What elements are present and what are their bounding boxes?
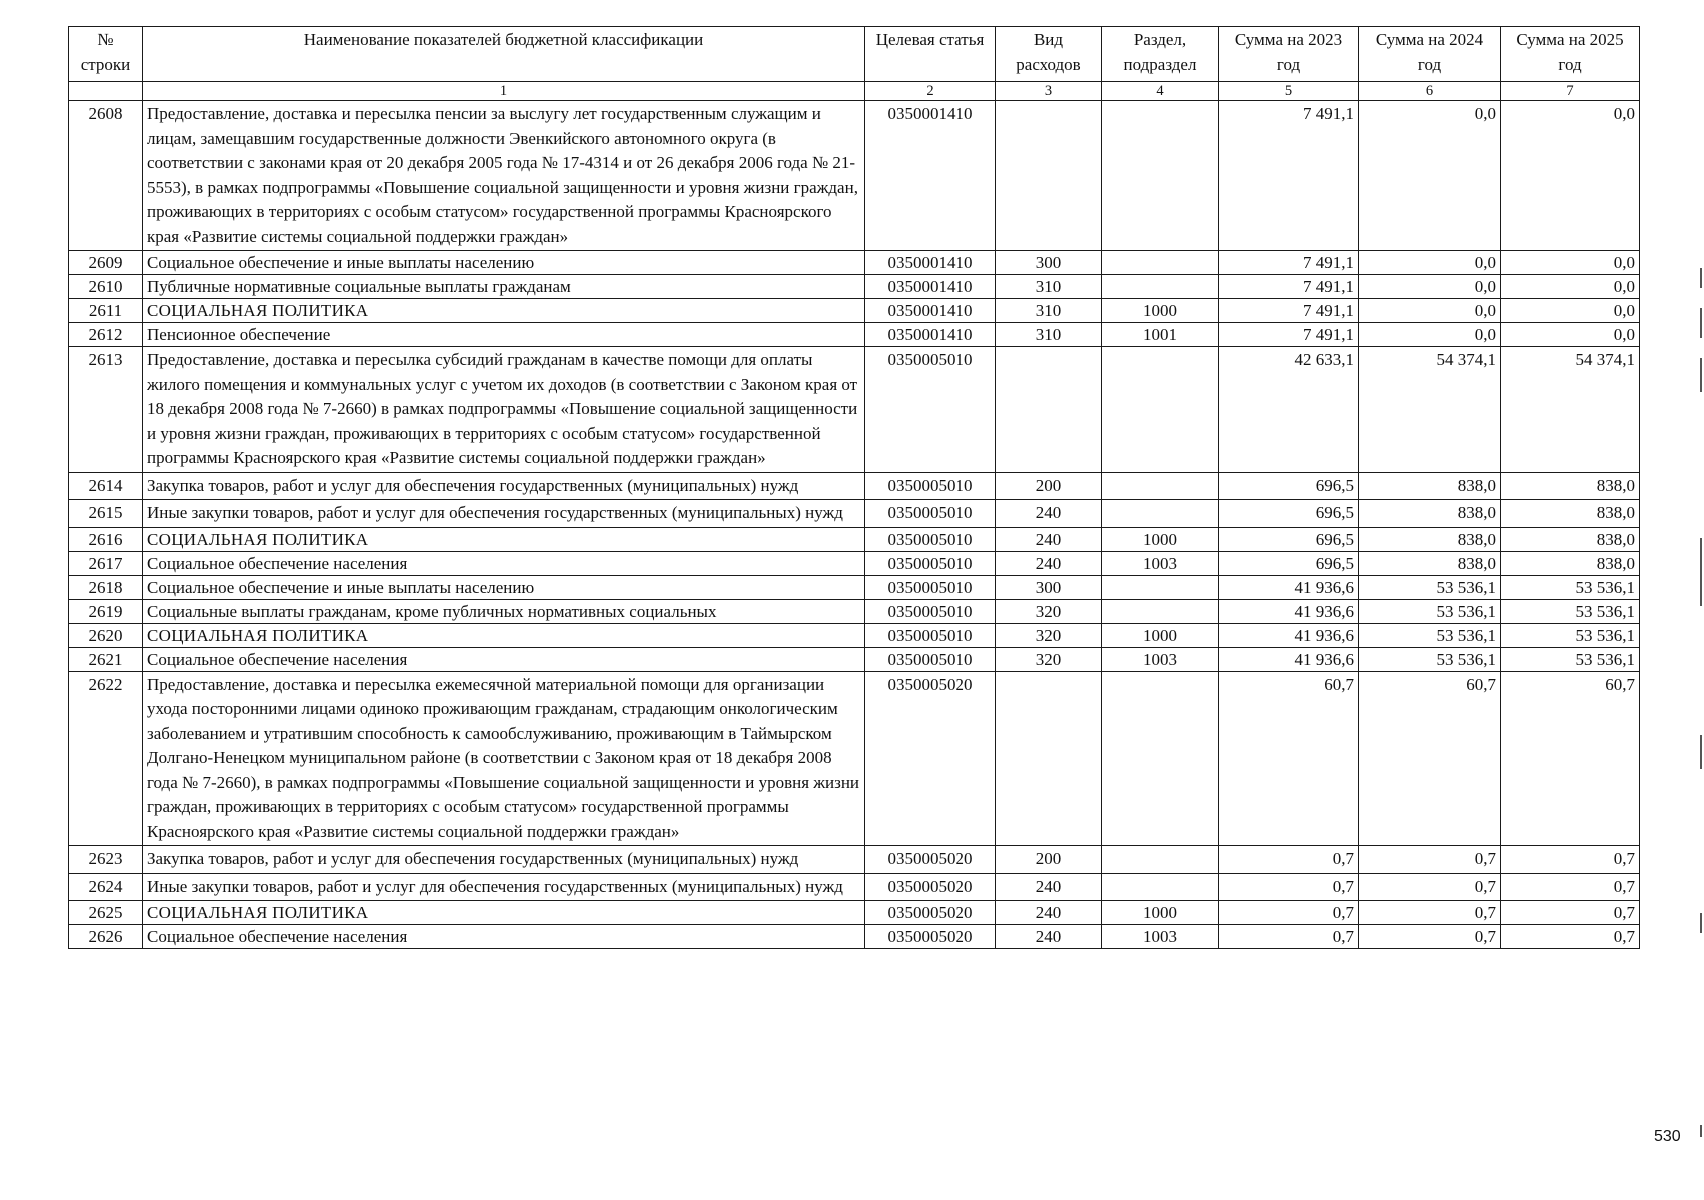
sum-2024: 0,0 [1359,251,1501,275]
sum-2025: 0,7 [1501,846,1640,874]
target-article: 0350005020 [865,873,996,901]
section [1102,251,1219,275]
row-number: 2614 [69,472,143,500]
table-row [69,671,1640,846]
target-article: 0350005020 [865,925,996,949]
row-number: 2618 [69,575,143,599]
target-article: 0350001410 [865,101,996,251]
indicator-name: СОЦИАЛЬНАЯ ПОЛИТИКА [143,623,865,647]
sum-2023: 0,7 [1219,925,1359,949]
col-header-sum-2024: Сумма на 2024 год [1359,27,1501,82]
col-header-sum-2023: Сумма на 2023 год [1219,27,1359,82]
sum-2025: 53 536,1 [1501,599,1640,623]
sum-2025: 60,7 [1501,671,1640,846]
col-number: 7 [1501,82,1640,101]
sum-2024: 0,0 [1359,323,1501,347]
indicator-name: Публичные нормативные социальные выплаты гражданам [143,275,865,299]
table-row [69,527,1640,551]
sum-2024: 0,0 [1359,275,1501,299]
col-number: 3 [996,82,1102,101]
sum-2024: 60,7 [1359,671,1501,846]
sum-2025: 838,0 [1501,472,1640,500]
col-header-sum-2025: Сумма на 2025 год [1501,27,1640,82]
indicator-name: СОЦИАЛЬНАЯ ПОЛИТИКА [143,901,865,925]
row-number: 2610 [69,275,143,299]
indicator-name: Социальное обеспечение населения [143,925,865,949]
sum-2023: 41 936,6 [1219,599,1359,623]
indicator-name: Социальное обеспечение и иные выплаты населению [143,251,865,275]
sum-2023: 7 491,1 [1219,251,1359,275]
scan-edge-mark [1700,913,1702,933]
sum-2023: 41 936,6 [1219,623,1359,647]
expense-type: 300 [996,251,1102,275]
sum-2025: 53 536,1 [1501,623,1640,647]
sum-2023: 696,5 [1219,527,1359,551]
sum-2025: 0,0 [1501,299,1640,323]
row-number: 2623 [69,846,143,874]
row-number: 2626 [69,925,143,949]
table-row [69,472,1640,500]
sum-2024: 0,7 [1359,846,1501,874]
target-article: 0350005010 [865,623,996,647]
target-article: 0350005010 [865,527,996,551]
scan-edge-mark [1700,268,1702,288]
section: 1000 [1102,527,1219,551]
row-number: 2612 [69,323,143,347]
target-article: 0350005020 [865,671,996,846]
target-article: 0350005010 [865,647,996,671]
section [1102,599,1219,623]
row-number: 2622 [69,671,143,846]
row-number: 2625 [69,901,143,925]
target-article: 0350005010 [865,599,996,623]
col-header-name: Наименование показателей бюджетной классификации [143,27,865,82]
section [1102,275,1219,299]
expense-type: 320 [996,599,1102,623]
sum-2025: 0,7 [1501,873,1640,901]
section: 1003 [1102,551,1219,575]
table-row [69,275,1640,299]
column-number-row [69,82,1640,101]
col-header-expense-type: Вид расходов [996,27,1102,82]
sum-2024: 0,0 [1359,101,1501,251]
indicator-name: Социальные выплаты гражданам, кроме публичных нормативных социальных [143,599,865,623]
row-number: 2615 [69,500,143,528]
sum-2023: 7 491,1 [1219,323,1359,347]
sum-2023: 696,5 [1219,500,1359,528]
expense-type: 320 [996,623,1102,647]
section [1102,873,1219,901]
section [1102,671,1219,846]
indicator-name: Предоставление, доставка и пересылка пенсии за выслугу лет государственным служащим и лицам, замещавшим государственные должности Эвенкийского автономного округа (в соответствии с законами края от 20 декабря 2005 года № 17-4314 и от 26 декабря 2006 года № 21-5553), в рамках подпрограммы «Повышение социальной защищенности и уровня жизни граждан, проживающих в территориях с особым статусом» государственной программы Красноярского края «Развитие системы социальной поддержки граждан» [143,101,865,251]
sum-2023: 42 633,1 [1219,347,1359,473]
section: 1003 [1102,925,1219,949]
sum-2024: 838,0 [1359,472,1501,500]
expense-type: 310 [996,323,1102,347]
scan-edge-mark [1700,358,1702,392]
sum-2025: 53 536,1 [1501,575,1640,599]
expense-type: 240 [996,551,1102,575]
indicator-name: Социальное обеспечение населения [143,647,865,671]
sum-2023: 41 936,6 [1219,647,1359,671]
section [1102,500,1219,528]
indicator-name: Закупка товаров, работ и услуг для обеспечения государственных (муниципальных) нужд [143,846,865,874]
indicator-name: Социальное обеспечение населения [143,551,865,575]
expense-type: 310 [996,299,1102,323]
sum-2023: 7 491,1 [1219,299,1359,323]
sum-2023: 7 491,1 [1219,101,1359,251]
target-article: 0350001410 [865,323,996,347]
sum-2025: 838,0 [1501,527,1640,551]
sum-2025: 838,0 [1501,500,1640,528]
section: 1001 [1102,323,1219,347]
expense-type [996,671,1102,846]
table-row [69,299,1640,323]
row-number: 2621 [69,647,143,671]
row-number: 2609 [69,251,143,275]
expense-type: 300 [996,575,1102,599]
row-number: 2611 [69,299,143,323]
sum-2023: 696,5 [1219,472,1359,500]
sum-2024: 0,7 [1359,901,1501,925]
row-number: 2617 [69,551,143,575]
indicator-name: Социальное обеспечение и иные выплаты населению [143,575,865,599]
sum-2025: 838,0 [1501,551,1640,575]
sum-2024: 53 536,1 [1359,575,1501,599]
section [1102,472,1219,500]
indicator-name: Иные закупки товаров, работ и услуг для обеспечения государственных (муниципальных) нужд [143,873,865,901]
expense-type: 200 [996,472,1102,500]
target-article: 0350001410 [865,275,996,299]
target-article: 0350005010 [865,500,996,528]
row-number: 2613 [69,347,143,473]
sum-2025: 54 374,1 [1501,347,1640,473]
table-row [69,347,1640,473]
sum-2024: 53 536,1 [1359,647,1501,671]
row-number: 2619 [69,599,143,623]
expense-type: 240 [996,925,1102,949]
indicator-name: Пенсионное обеспечение [143,323,865,347]
indicator-name: Предоставление, доставка и пересылка субсидий гражданам в качестве помощи для оплаты жилого помещения и коммунальных услуг с учетом их доходов (в соответствии с Законом края от 18 декабря 2008 года № 7-2660) в рамках подпрограммы «Повышение социальной защищенности и уровня жизни граждан, проживающих в территориях с особым статусом» государственной программы Красноярского края «Развитие системы социальной поддержки граждан» [143,347,865,473]
table-row [69,101,1640,251]
sum-2023: 7 491,1 [1219,275,1359,299]
table-row [69,251,1640,275]
col-header-section: Раздел, подраздел [1102,27,1219,82]
target-article: 0350005010 [865,472,996,500]
sum-2024: 0,7 [1359,925,1501,949]
target-article: 0350005010 [865,575,996,599]
section [1102,846,1219,874]
col-header-target: Целевая статья [865,27,996,82]
target-article: 0350005020 [865,846,996,874]
col-number: 5 [1219,82,1359,101]
sum-2024: 838,0 [1359,527,1501,551]
target-article: 0350001410 [865,251,996,275]
section [1102,347,1219,473]
expense-type [996,347,1102,473]
header-row [69,27,1640,82]
table-row [69,846,1640,874]
table-row [69,925,1640,949]
sum-2024: 0,7 [1359,873,1501,901]
col-number: 2 [865,82,996,101]
target-article: 0350005010 [865,551,996,575]
table-row [69,551,1640,575]
target-article: 0350001410 [865,299,996,323]
col-number: 6 [1359,82,1501,101]
row-number: 2616 [69,527,143,551]
table-row [69,873,1640,901]
expense-type: 320 [996,647,1102,671]
sum-2024: 54 374,1 [1359,347,1501,473]
indicator-name: Иные закупки товаров, работ и услуг для обеспечения государственных (муниципальных) нужд [143,500,865,528]
col-number [69,82,143,101]
sum-2024: 838,0 [1359,500,1501,528]
sum-2025: 0,0 [1501,251,1640,275]
scan-edge-mark [1700,1125,1702,1137]
expense-type: 240 [996,901,1102,925]
sum-2023: 60,7 [1219,671,1359,846]
sum-2024: 53 536,1 [1359,623,1501,647]
table-row [69,575,1640,599]
expense-type: 200 [996,846,1102,874]
row-number: 2624 [69,873,143,901]
indicator-name: Предоставление, доставка и пересылка ежемесячной материальной помощи для организации ухода посторонними лицами одиноко проживающим гражданам, страдающим онкологическим заболеванием и утратившим способность к самообслуживанию, проживающим в Таймырском Долгано-Ненецком муниципальном районе (в соответствии с Законом края от 18 декабря 2008 года № 7-2660), в рамках подпрограммы «Повышение социальной защищенности и уровня жизни граждан, проживающих в территориях с особым статусом» государственной программы Красноярского края «Развитие системы социальной поддержки граждан» [143,671,865,846]
row-number: 2608 [69,101,143,251]
expense-type: 310 [996,275,1102,299]
sum-2023: 0,7 [1219,846,1359,874]
section [1102,101,1219,251]
sum-2023: 0,7 [1219,873,1359,901]
sum-2024: 53 536,1 [1359,599,1501,623]
sum-2025: 0,7 [1501,901,1640,925]
budget-table [68,26,1640,949]
table-row [69,599,1640,623]
col-header-row-number: № строки [69,27,143,82]
sum-2025: 0,0 [1501,275,1640,299]
scan-edge-mark [1700,572,1702,606]
sum-2023: 0,7 [1219,901,1359,925]
expense-type [996,101,1102,251]
table-row [69,500,1640,528]
section: 1000 [1102,901,1219,925]
expense-type: 240 [996,527,1102,551]
sum-2025: 0,0 [1501,101,1640,251]
sum-2023: 41 936,6 [1219,575,1359,599]
section [1102,575,1219,599]
section: 1003 [1102,647,1219,671]
page-number: 530 [1654,1128,1681,1145]
sum-2025: 0,0 [1501,323,1640,347]
scan-edge-mark [1700,735,1702,769]
indicator-name: СОЦИАЛЬНАЯ ПОЛИТИКА [143,299,865,323]
budget-table-sheet [68,26,1640,949]
col-number: 4 [1102,82,1219,101]
sum-2023: 696,5 [1219,551,1359,575]
col-number: 1 [143,82,865,101]
table-row [69,323,1640,347]
sum-2025: 53 536,1 [1501,647,1640,671]
sum-2025: 0,7 [1501,925,1640,949]
indicator-name: СОЦИАЛЬНАЯ ПОЛИТИКА [143,527,865,551]
row-number: 2620 [69,623,143,647]
table-row [69,647,1640,671]
sum-2024: 0,0 [1359,299,1501,323]
scan-edge-mark [1700,308,1702,338]
section: 1000 [1102,299,1219,323]
expense-type: 240 [996,873,1102,901]
target-article: 0350005010 [865,347,996,473]
table-row [69,623,1640,647]
table-row [69,901,1640,925]
section: 1000 [1102,623,1219,647]
sum-2024: 838,0 [1359,551,1501,575]
indicator-name: Закупка товаров, работ и услуг для обеспечения государственных (муниципальных) нужд [143,472,865,500]
expense-type: 240 [996,500,1102,528]
target-article: 0350005020 [865,901,996,925]
